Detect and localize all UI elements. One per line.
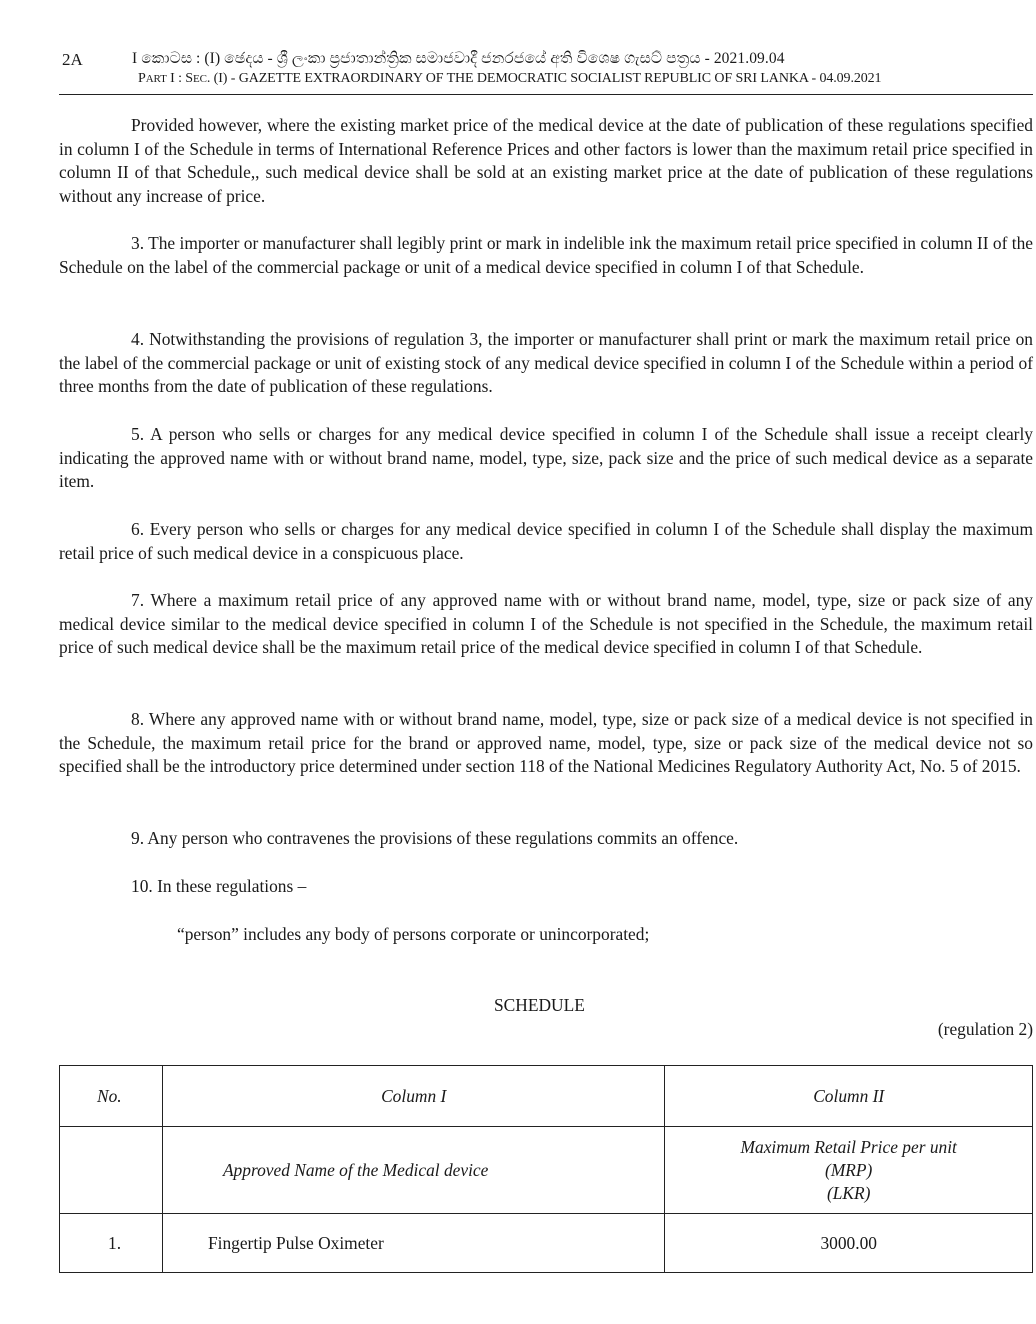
- paragraph-regulation-10: 10. In these regulations –: [131, 876, 307, 896]
- device-name: Fingertip Pulse Oximeter: [162, 1214, 664, 1273]
- paragraph-regulation-6: 6. Every person who sells or charges for any medical device specified in column I of the Schedule shall display the maximum retail price of such medical device in a conspicuous place.: [59, 519, 1033, 563]
- schedule-title: SCHEDULE: [494, 995, 585, 1015]
- table-row: [60, 1214, 1033, 1273]
- row-number: 1.: [60, 1214, 163, 1273]
- paragraph-regulation-8: 8. Where any approved name with or without brand name, model, type, size or pack size of a medical device is not specified in the Schedule, the maximum retail price for the brand or approved name, model, type, size or pack size of the medical device not so specified shall be the introductory price determined under section 118 of the National Medicines Regulatory Authority Act, No. 5 of 2015.: [59, 709, 1033, 777]
- header-english-title: PART I : SEC. (I) - GAZETTE EXTRAORDINARY OF THE DEMOCRATIC SOCIALIST REPUBLIC OF SRI LANKA - 04.09.2021: [138, 71, 882, 86]
- definition-person: “person” includes any body of persons corporate or unincorporated;: [177, 924, 650, 944]
- paragraph-regulation-3: 3. The importer or manufacturer shall legibly print or mark in indelible ink the maximum retail price specified in column II of the Schedule on the label of the commercial package or unit of a medical device specified in column I of that Schedule.: [59, 233, 1033, 277]
- header-no: No.: [60, 1066, 163, 1127]
- schedule-table: [59, 1065, 1033, 1273]
- table-header-row: [60, 1066, 1033, 1127]
- gazette-header: [59, 48, 1033, 95]
- header-column-2: Column II: [665, 1066, 1033, 1127]
- header-column-1: Column I: [162, 1066, 664, 1127]
- paragraph-proviso: Provided however, where the existing market price of the medical device at the date of publication of these regulations specified in column I of the Schedule in terms of International Reference Prices and other factors is lower than the maximum retail price specified in column II of that Schedule,, such medical device shall be sold at an existing market price at the date of publication of these regulations without any increase of price.: [59, 115, 1033, 206]
- device-price: 3000.00: [665, 1214, 1033, 1273]
- paragraph-regulation-9: 9. Any person who contravenes the provisions of these regulations commits an offence.: [131, 828, 739, 848]
- subheader-no-empty: [60, 1127, 163, 1214]
- paragraph-regulation-5: 5. A person who sells or charges for any medical device specified in column I of the Schedule shall issue a receipt clearly indicating the approved name with or without brand name, model, type, size, pack size and the price of such medical device as a separate item.: [59, 424, 1033, 492]
- schedule-reference: (regulation 2): [937, 1019, 1033, 1039]
- paragraph-regulation-7: 7. Where a maximum retail price of any approved name with or without brand name, model, type, size or pack size of any medical device similar to the medical device specified in column I of the Schedule is not specified in the Schedule, the maximum retail price of such medical device shall be the maximum retail price of the medical device specified in column I of that Schedule.: [59, 590, 1033, 658]
- page-number: 2A: [62, 50, 83, 69]
- subheader-approved-name: Approved Name of the Medical device: [162, 1127, 664, 1214]
- paragraph-regulation-4: 4. Notwithstanding the provisions of regulation 3, the importer or manufacturer shall print or mark the maximum retail price on the label of the commercial package or unit of existing stock of any medical device specified in column I of the Schedule within a period of three months from the date of publication of these regulations.: [59, 329, 1033, 397]
- subheader-mrp: Maximum Retail Price per unit (MRP) (LKR): [665, 1127, 1033, 1214]
- header-sinhala-title: I කොටස : (I) ඡෙදය - ශ්‍රී ලංකා ප්‍රජාතාන්ත්‍රික සමාජවාදී ජනරජයේ අති විශෙෂ ගැසට් පත්‍රය - 2021.09.04: [132, 50, 785, 67]
- table-subheader-row: [60, 1127, 1033, 1214]
